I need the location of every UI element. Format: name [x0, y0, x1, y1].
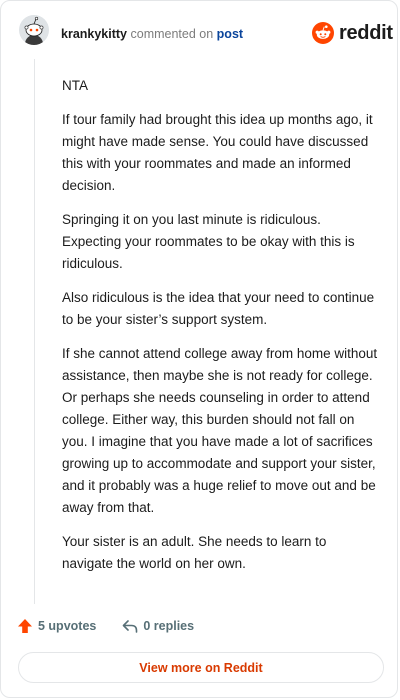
reply-arrow-icon [122, 619, 138, 633]
comment-header [61, 26, 243, 42]
comment-paragraph: NTA [62, 78, 88, 93]
thread-line[interactable] [34, 59, 35, 604]
comment-body [62, 75, 378, 587]
reddit-wordmark: reddit [339, 22, 393, 44]
comment-footer [17, 618, 220, 634]
snoo-avatar-icon [19, 15, 49, 45]
upvote-button[interactable] [17, 618, 96, 634]
comment-paragraph: Your sister is an adult. She needs to learn to navigate the world on her own. [62, 534, 327, 571]
upvote-arrow-icon [17, 618, 33, 634]
comment-paragraph: Also ridiculous is the idea that your need to continue to be your sister’s support system. [62, 290, 375, 327]
reply-button[interactable] [122, 619, 194, 633]
comment-paragraph: If tour family had brought this idea up months ago, it might have made sense. You could have discussed this with your roommates and made an informed decision. [62, 112, 373, 193]
post-link[interactable]: post [216, 27, 244, 41]
reply-count: 0 replies [143, 619, 195, 633]
upvote-count: 5 upvotes [38, 619, 97, 633]
action-text: commented on [130, 27, 214, 41]
username-link[interactable]: krankykitty [61, 27, 128, 41]
comment-paragraph: If she cannot attend college away from home without assistance, then maybe she is not ready for college. Or perhaps she needs counseling in order to attend college. Either way, this burden should not fall on you. I imagine that you have made a lot of sacrifices growing up to accommodate and support your sister, and it probably was a huge relief to move out and be away from that. [62, 346, 378, 515]
view-more-button[interactable]: View more on Reddit [18, 652, 384, 683]
user-avatar[interactable] [19, 15, 49, 45]
comment-paragraph: Springing it on you last minute is ridiculous. Expecting your roommates to be okay with this is ridiculous. [62, 212, 355, 271]
reddit-logo[interactable] [312, 22, 393, 44]
reddit-snoo-icon [312, 22, 334, 44]
